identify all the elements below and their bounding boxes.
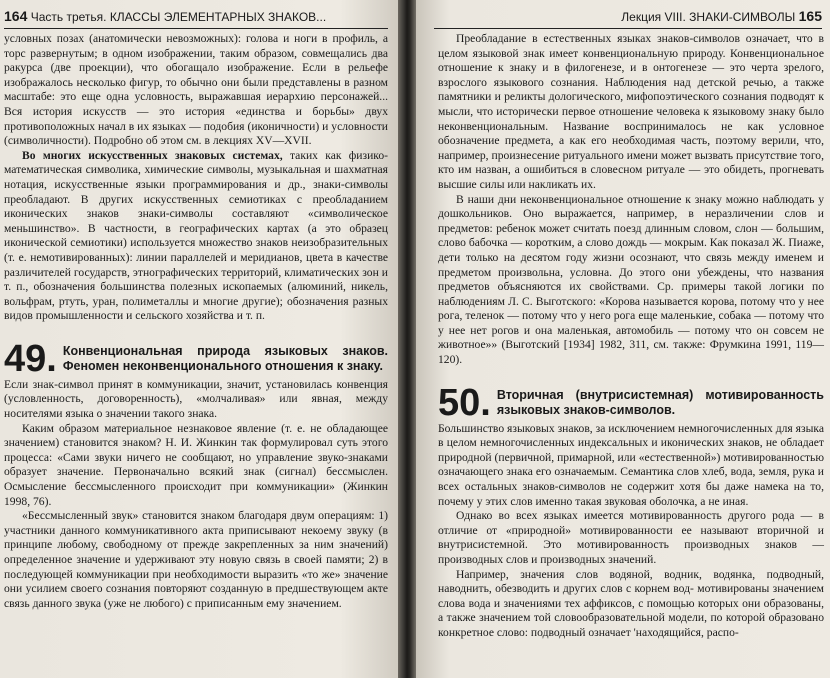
left-header-title: Часть третья. КЛАССЫ ЭЛЕМЕНТАРНЫХ ЗНАКОВ... <box>30 10 327 24</box>
left-header-rule <box>4 28 388 29</box>
right-page-text <box>438 32 824 641</box>
right-header-rule <box>434 28 822 29</box>
right-paragraph-5: Например, значения слов водяной, водник, водянка, подводный, наводнить, обезводить и других слов с корнем вод- мотивированы значением слова вода и значениями тех аффиксов, с помощью которых они образованы, а также значением той словообразовательной модели, по которой образовано конкретное слово: подводный означает 'находящийся, распо- <box>438 567 824 639</box>
left-running-header <box>4 8 326 24</box>
left-paragraph-2-body: таких как физико-математическая символика, химические символы, музыкальная и шахматная нотация, искусственные языки программирования и др., знаки-символы преобладают. В других искусственных семиотиках с преобладанием иконических знаков знаки-символы составляют «символическое меньшинство». В частности, в географических картах (а это образец иконической семиотики) используется множество знаков неизобразительных (т. е. немотивированных): линии параллелей и меридианов, цвета в качестве различителей государств, этнографических территорий, климатических зон и т. п., обозначения большинства полезных ископаемых (алюминий, никель, вольфрам, ртуть, уран, полиметаллы и многие другие); обозначения разных видов промышленности и сельского хозяйства и т. п. <box>4 148 388 323</box>
left-page-text <box>4 32 388 611</box>
left-page-number: 164 <box>4 8 28 24</box>
left-page <box>0 0 400 678</box>
left-paragraph-5: «Бессмысленный звук» становится знаком благодаря двум операциям: 1) участники данного коммуникативного акта приписывают некоему звуку (в принципе любому, свободному от прежде закрепленных за ним значений) определенное значение и удерживают эту новую связь в своей памяти; 2) в последующей коммуникации при необходимости выразить «то же» значение они усилием своего сознания повторяют созданную в предшествующем акте связь данного звука (уже не любого) с приписанным ему значением. <box>4 509 388 610</box>
section-49-number: 49. <box>4 337 57 380</box>
left-paragraph-4: Каким образом материальное незнаковое явление (т. е. не обладающее значением) становится знаком? Н. И. Жинкин так формулировал суть этого процесса: «Сами звуки ничего не сообщают, но управление звуко-знаками образует значение. Первоначально всякий знак (сигнал) бессмыслен. Осмысление бессмысленного происходит при коммуникации» (Жинкин 1998, 76). <box>4 421 388 508</box>
section-50-number: 50. <box>438 381 491 424</box>
book-gutter <box>398 0 418 678</box>
section-50-heading <box>438 381 824 424</box>
right-running-header <box>621 8 822 24</box>
right-page <box>416 0 830 678</box>
section-49-heading <box>4 337 388 380</box>
left-paragraph-2-lead: Во многих искусственных знаковых системах, <box>22 148 283 162</box>
right-paragraph-3: Большинство языковых знаков, за исключением немногочисленных для языка в целом немногочисленных индексальных и иконических знаков, не обладает природной (первичной, примарной, или «естественной») мотивированностью означающего знака его означаемым. Семантика слов хлеб, вода, земля, рука и всех остальных знаков-символов не содержит хотя бы даже намека на то, почему у этих слов именно такая звуковая оболочка, а не иная. <box>438 421 824 508</box>
left-paragraph-1: условных позах (анатомически невозможных): голова и ноги в профиль, а торс развернутым; в одном изображении, таким образом, совмещались два ракурса (две проекции), что обогащало изображение. Если в рельефе изображалось несколько фигур, то обычно они были представлены в разном масштабе: это еще одна условность, выражавшая иерархию персонажей... Вся история искусств — это история «единства и борьбы» двух противоположных начал в их языках — подобия (иконичности) и условности (символичности). Подробно об этом см. в лекциях XV—XVII. <box>4 32 388 148</box>
left-paragraph-2 <box>4 149 388 324</box>
right-paragraph-1: Преобладание в естественных языках знаков-символов означает, что в целом языковой знак имеет конвенциональную природу. Конвенциональное отношение к знаку и в филогенезе, и в онтогенезе — это черта зрелого, взрослого языкового сознания. Наблюдения над детской речью, а также памятники и реликты дологического, мифопоэтического сознания подводят к мысли, что исторически первое отношение человека к языковому знаку было неконвенциональным. Название воспринималось не как условное обозначение предмета, а как его необходимая часть, поэтому верили, что, например, произнесение ритуального имени может вызвать присутствие того, кто им назван, а ошибиться в словесном ритуале — это обидеть, прогневать высшие силы или накликать их. <box>438 32 824 191</box>
section-50-title: Вторичная (внутрисистемная) мотивированность языковых знаков-символов. <box>496 387 824 417</box>
right-header-title: Лекция VIII. ЗНАКИ-СИМВОЛЫ <box>621 10 796 24</box>
section-49-title: Конвенциональная природа языковых знаков. Феномен неконвенционального отношения к знаку. <box>62 343 388 373</box>
right-paragraph-4: Однако во всех языках имеется мотивированность другого рода — в отличие от «природной» мотивированности ее называют вторичной и внутрисистемной. Это мотивированность производных знаков — производных слов и производных значений. <box>438 509 824 566</box>
left-paragraph-3: Если знак-символ принят в коммуникации, значит, установилась конвенция (условленность, договоренность), «молчаливая» или явная, между носителями языка о значении такого знака. <box>4 377 388 421</box>
right-page-number: 165 <box>798 8 822 24</box>
right-paragraph-2: В наши дни неконвенциональное отношение к знаку можно наблюдать у дошкольников. Оно выражается, например, в неразличении слов и предметов: ребенок может считать поезд длинным словом, слон — большим, слово бабочка — коротким, а слово дождь — мокрым. Как показал Ж. Пиаже, дети только на десятом году жизни осознают, что связь между именем и предметом произвольна, условна. До этого они убеждены, что названия предметов объясняются их свойствами. Ср. примеры такой логики по наблюдениям Л. С. Выготского: «Корова называется корова, потому что у нее рога, теленок — потому что у него рога еще маленькие, собака — потому что у нее нет рогов и она маленькая, автомобиль — потому что он совсем не животное»» (Выготский [1934] 1982, 311, см. также: Фрумкина 1991, 119—120). <box>438 192 824 367</box>
